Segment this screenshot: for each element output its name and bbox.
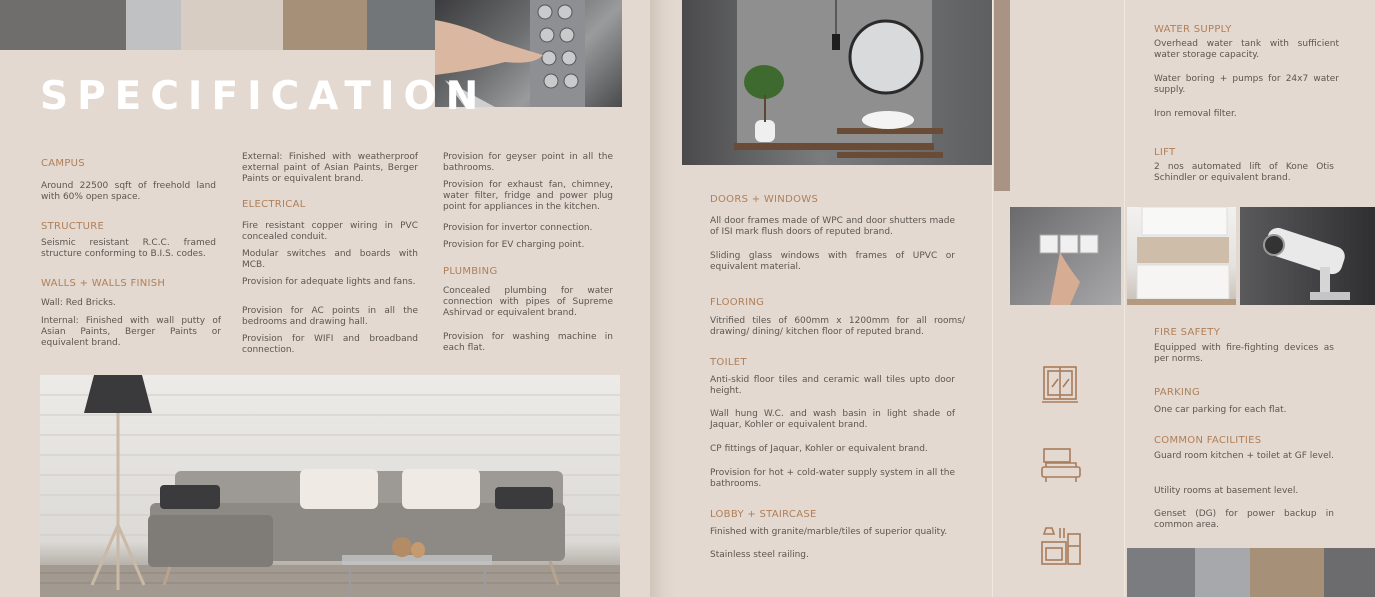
- toilet-heading: TOILET: [710, 357, 747, 368]
- color-swatch: [1324, 548, 1375, 597]
- walls-text-2: Internal: Finished with wall putty of Asian Paints, Berger Paints or equivalent brand.: [41, 316, 221, 348]
- electrical-item: Fire resistant copper wiring in PVC concealed conduit.: [242, 221, 418, 242]
- window-icon: [1040, 365, 1080, 405]
- electrical-item: Modular switches and boards with MCB.: [242, 249, 418, 270]
- bathroom-photo: [682, 0, 992, 165]
- doors-heading: DOORS + WINDOWS: [710, 194, 819, 205]
- plumbing-heading: PLUMBING: [443, 266, 498, 277]
- flooring-item: Vitrified tiles of 600mm x 1200mm for all rooms/ drawing/ dining/ kitchen floor of reputed brand.: [710, 316, 965, 337]
- common-facilities-item: Utility rooms at basement level.: [1154, 486, 1299, 496]
- book-gutter: [650, 0, 676, 597]
- sofa-icon: [1040, 447, 1082, 485]
- toilet-item: Provision for hot + cold-water supply system in all the bathrooms.: [710, 468, 955, 489]
- color-swatch: [126, 0, 181, 50]
- fire-safety-item: Equipped with fire-fighting devices as per norms.: [1154, 343, 1334, 364]
- plumbing-item: Provision for washing machine in each flat.: [443, 332, 613, 353]
- column-divider: [1124, 0, 1125, 597]
- structure-text: Seismic resistant R.C.C. framed structure conforming to B.I.S. codes.: [41, 238, 216, 259]
- provision-item: Provision for invertor connection.: [443, 223, 593, 233]
- water-item: Water boring + pumps for 24x7 water supply.: [1154, 74, 1339, 95]
- security-camera-photo: [1240, 207, 1375, 305]
- kitchen-photo: [1127, 207, 1236, 305]
- lobby-heading: LOBBY + STAIRCASE: [710, 509, 817, 520]
- provision-item: Provision for geyser point in all the bathrooms.: [443, 152, 613, 173]
- walls-text-1: Wall: Red Bricks.: [41, 298, 116, 308]
- provision-item: Provision for EV charging point.: [443, 240, 585, 250]
- color-swatch: [1127, 548, 1195, 597]
- plumbing-item: Concealed plumbing for water connection with pipes of Supreme Ashirvad or equivalent brand.: [443, 286, 613, 318]
- walls-heading: WALLS + WALLS FINISH: [41, 278, 166, 289]
- switch-photo: [1010, 207, 1121, 305]
- structure-heading: STRUCTURE: [41, 221, 105, 232]
- electrical-item: Provision for AC points in all the bedrooms and drawing hall.: [242, 306, 418, 327]
- water-heading: WATER SUPPLY: [1154, 24, 1232, 35]
- toilet-item: Wall hung W.C. and wash basin in light shade of Jaquar, Kohler or equivalent brand.: [710, 409, 955, 430]
- color-swatch: [283, 0, 367, 50]
- toilet-item: CP fittings of Jaquar, Kohler or equivalent brand.: [710, 444, 928, 454]
- parking-heading: PARKING: [1154, 387, 1201, 398]
- color-swatch: [0, 0, 126, 50]
- column-divider: [992, 0, 993, 597]
- electrical-item: Provision for WIFI and broadband connection.: [242, 334, 418, 355]
- lobby-item: Stainless steel railing.: [710, 550, 809, 560]
- water-item: Iron removal filter.: [1154, 109, 1237, 119]
- color-swatch: [1195, 548, 1250, 597]
- common-facilities-item: Guard room kitchen + toilet at GF level.: [1154, 451, 1334, 461]
- color-swatch: [367, 0, 435, 50]
- flooring-heading: FLOORING: [710, 297, 765, 308]
- lift-item: 2 nos automated lift of Kone Otis Schindler or equivalent brand.: [1154, 162, 1334, 183]
- lobby-item: Finished with granite/marble/tiles of superior quality.: [710, 527, 948, 537]
- toilet-item: Anti-skid floor tiles and ceramic wall tiles upto door height.: [710, 375, 955, 396]
- common-facilities-heading: COMMON FACILITIES: [1154, 435, 1262, 446]
- external-text: External: Finished with weatherproof external paint of Asian Paints, Berger Paints or equivalent brand.: [242, 152, 418, 184]
- doors-item: All door frames made of WPC and door shutters made of ISI mark flush doors of reputed brand.: [710, 216, 955, 237]
- color-swatch: [1250, 548, 1324, 597]
- parking-item: One car parking for each flat.: [1154, 405, 1287, 415]
- electrical-heading: ELECTRICAL: [242, 199, 306, 210]
- common-facilities-item: Genset (DG) for power backup in common area.: [1154, 509, 1334, 530]
- page-title: SPECIFICATION: [40, 74, 488, 119]
- accent-bar: [994, 0, 1010, 191]
- doors-item: Sliding glass windows with frames of UPVC or equivalent material.: [710, 251, 955, 272]
- campus-text: Around 22500 sqft of freehold land with 60% open space.: [41, 181, 216, 202]
- fire-safety-heading: FIRE SAFETY: [1154, 327, 1221, 338]
- left-page: [0, 0, 650, 597]
- lift-heading: LIFT: [1154, 147, 1176, 158]
- color-swatch: [181, 0, 283, 50]
- kitchen-icon: [1040, 524, 1082, 566]
- campus-heading: CAMPUS: [41, 158, 85, 169]
- provision-item: Provision for exhaust fan, chimney, water filter, fridge and power plug point for appliances in the kitchen.: [443, 180, 613, 212]
- water-item: Overhead water tank with sufficient water storage capacity.: [1154, 39, 1339, 60]
- living-room-photo: [40, 375, 620, 597]
- electrical-item: Provision for adequate lights and fans.: [242, 277, 416, 287]
